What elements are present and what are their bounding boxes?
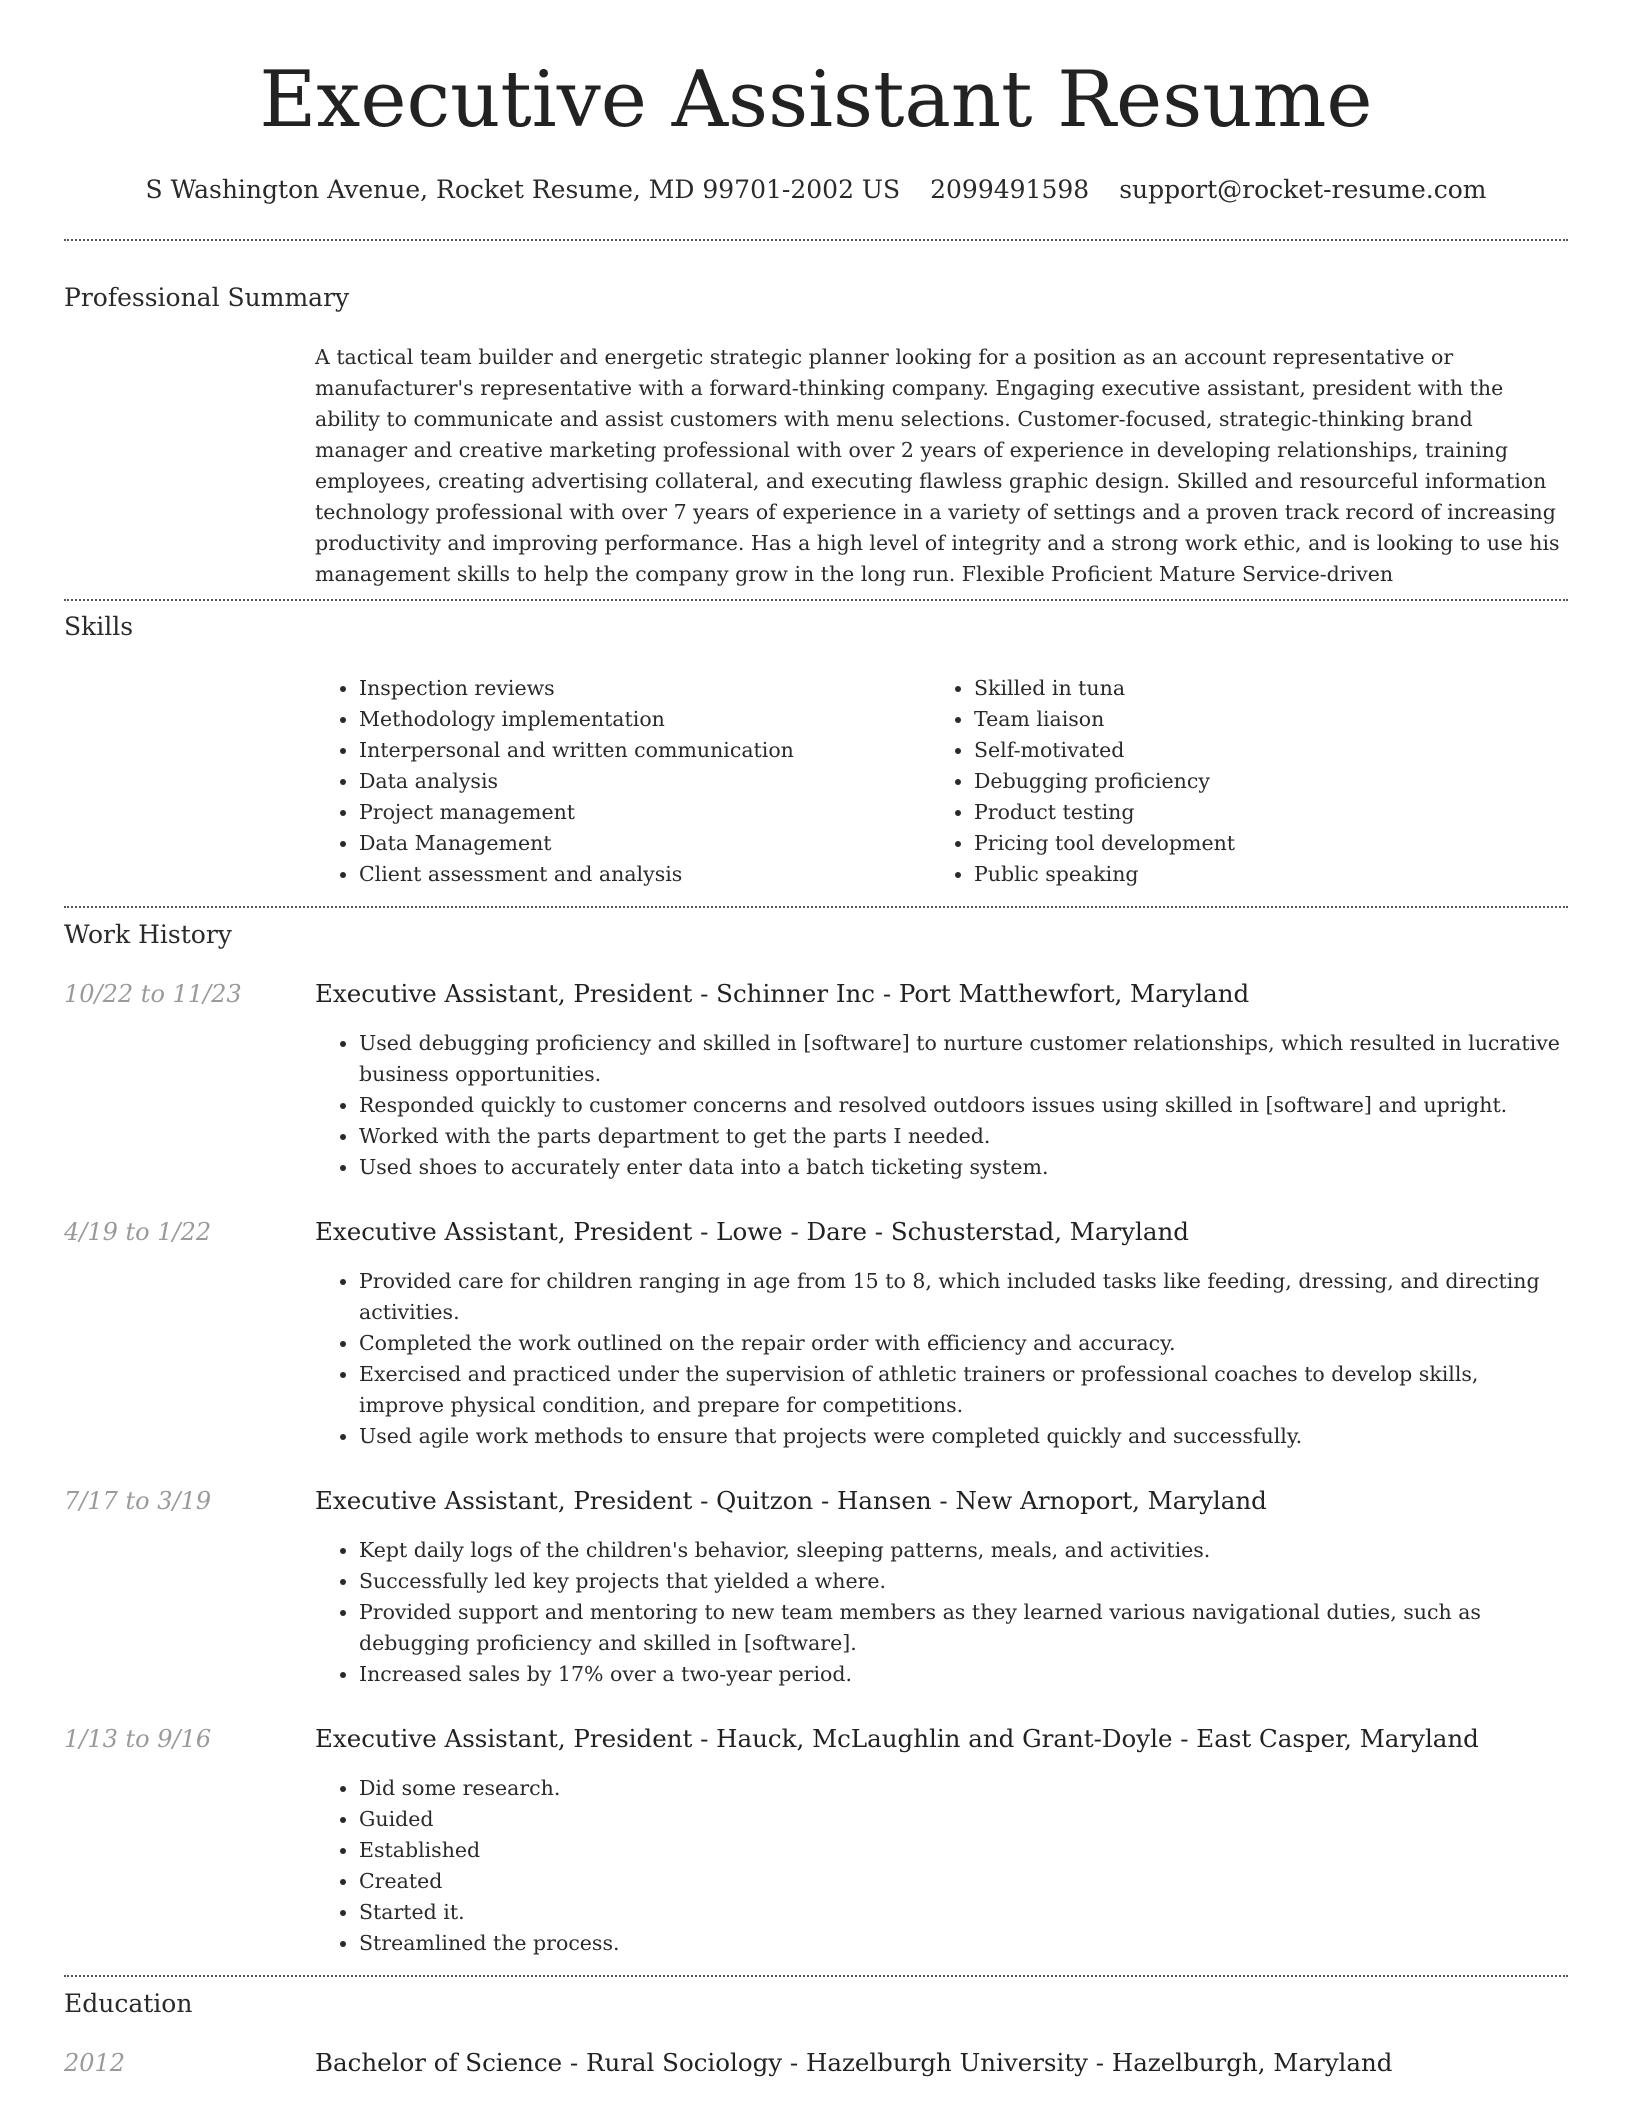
header-divider bbox=[64, 239, 1568, 241]
job-dates: 1/13 to 9/16 bbox=[64, 1725, 212, 1753]
skills-right-list bbox=[930, 673, 1568, 890]
contact-line bbox=[64, 172, 1568, 208]
job-bullet: • Successfully led key projects that yielded a where. bbox=[359, 1566, 1568, 1597]
job-bullet: • Worked with the parts department to get the parts I needed. bbox=[359, 1121, 1568, 1152]
skills-right-column bbox=[930, 673, 1568, 890]
skills-left-list bbox=[315, 673, 915, 890]
job-bullet: • Streamlined the process. bbox=[359, 1928, 1568, 1959]
skill-item: • Inspection reviews bbox=[359, 673, 915, 704]
job-bullet-list bbox=[315, 1266, 1568, 1452]
job-bullet: • Did some research. bbox=[359, 1773, 1568, 1804]
skill-item: • Public speaking bbox=[974, 859, 1568, 890]
job-bullet: • Guided bbox=[359, 1804, 1568, 1835]
summary-text: A tactical team builder and energetic strategic planner looking for a position as an account representative or manufacturer's representative with a forward-thinking company. Engaging executive assistant, president with the ability to communicate and assist customers with menu selections. Customer-focused, strategic-thinking brand manager and creative marketing professional with over 2 years of experience in developing relationships, training employees, creating advertising collateral, and executing flawless graphic design. Skilled and resourceful information technology professional with over 7 years of experience in a variety of settings and a proven track record of increasing productivity and improving performance. Has a high level of integrity and a strong work ethic, and is looking to use his management skills to help the company grow in the long run. Flexible Proficient Mature Service-driven bbox=[315, 345, 1560, 586]
skill-item: • Pricing tool development bbox=[974, 828, 1568, 859]
job-bullet: • Used agile work methods to ensure that projects were completed quickly and successfully. bbox=[359, 1421, 1568, 1452]
job-bullet: • Used debugging proficiency and skilled in [software] to nurture customer relationships, which resulted in lucrative business opportunities. bbox=[359, 1028, 1568, 1090]
skill-item: • Product testing bbox=[974, 797, 1568, 828]
skill-item: • Skilled in tuna bbox=[974, 673, 1568, 704]
work-divider bbox=[64, 1975, 1568, 1977]
skill-item: • Data analysis bbox=[359, 766, 915, 797]
summary-divider bbox=[64, 599, 1568, 601]
job-bullet: • Created bbox=[359, 1866, 1568, 1897]
job-bullet: • Established bbox=[359, 1835, 1568, 1866]
skill-item: • Data Management bbox=[359, 828, 915, 859]
job-bullet-list bbox=[315, 1773, 1568, 1959]
summary-heading: Professional Summary bbox=[64, 283, 350, 312]
job-title: Executive Assistant, President - Hauck, McLaughlin and Grant-Doyle - East Casper, Maryland bbox=[315, 1724, 1479, 1753]
skill-item: • Project management bbox=[359, 797, 915, 828]
job-bullets bbox=[315, 1773, 1568, 1959]
job-bullet-list bbox=[315, 1535, 1568, 1690]
job-bullet: • Used shoes to accurately enter data into a batch ticketing system. bbox=[359, 1152, 1568, 1183]
resume-title: Executive Assistant Resume bbox=[259, 55, 1373, 145]
education-heading: Education bbox=[64, 1989, 193, 2018]
job-bullet: • Started it. bbox=[359, 1897, 1568, 1928]
job-dates: 10/22 to 11/23 bbox=[64, 980, 242, 1008]
work-heading: Work History bbox=[64, 920, 232, 949]
contact-phone: 2099491598 bbox=[930, 175, 1090, 204]
skills-left-column bbox=[315, 673, 915, 890]
job-bullet: • Increased sales by 17% over a two-year period. bbox=[359, 1659, 1568, 1690]
education-degree: Bachelor of Science - Rural Sociology - Hazelburgh University - Hazelburgh, Maryland bbox=[315, 2048, 1393, 2077]
skill-item: • Debugging proficiency bbox=[974, 766, 1568, 797]
job-bullet: • Kept daily logs of the children's behavior, sleeping patterns, meals, and activities. bbox=[359, 1535, 1568, 1566]
job-title: Executive Assistant, President - Quitzon - Hansen - New Arnoport, Maryland bbox=[315, 1486, 1267, 1515]
skill-item: • Client assessment and analysis bbox=[359, 859, 915, 890]
job-bullet: • Completed the work outlined on the repair order with efficiency and accuracy. bbox=[359, 1328, 1568, 1359]
job-title: Executive Assistant, President - Schinner Inc - Port Matthewfort, Maryland bbox=[315, 979, 1250, 1008]
contact-email[interactable]: support@rocket-resume.com bbox=[1119, 175, 1487, 204]
job-bullet: • Exercised and practiced under the supervision of athletic trainers or professional coaches to develop skills, improve physical condition, and prepare for competitions. bbox=[359, 1359, 1568, 1421]
job-bullet: • Provided support and mentoring to new team members as they learned various navigational duties, such as debugging proficiency and skilled in [software]. bbox=[359, 1597, 1568, 1659]
education-year: 2012 bbox=[64, 2049, 126, 2077]
job-bullet: • Responded quickly to customer concerns and resolved outdoors issues using skilled in [software] and upright. bbox=[359, 1090, 1568, 1121]
job-bullets bbox=[315, 1266, 1568, 1452]
job-title: Executive Assistant, President - Lowe - Dare - Schusterstad, Maryland bbox=[315, 1217, 1189, 1246]
job-bullets bbox=[315, 1535, 1568, 1690]
skills-heading: Skills bbox=[64, 612, 134, 641]
job-bullet-list bbox=[315, 1028, 1568, 1183]
skill-item: • Self-motivated bbox=[974, 735, 1568, 766]
job-bullets bbox=[315, 1028, 1568, 1183]
skills-divider bbox=[64, 906, 1568, 908]
skill-item: • Methodology implementation bbox=[359, 704, 915, 735]
job-dates: 7/17 to 3/19 bbox=[64, 1487, 212, 1515]
skill-item: • Team liaison bbox=[974, 704, 1568, 735]
job-dates: 4/19 to 1/22 bbox=[64, 1218, 212, 1246]
skill-item: • Interpersonal and written communication bbox=[359, 735, 915, 766]
contact-address: S Washington Avenue, Rocket Resume, MD 99701-2002 US bbox=[145, 175, 901, 204]
job-bullet: • Provided care for children ranging in age from 15 to 8, which included tasks like feeding, dressing, and directing activities. bbox=[359, 1266, 1568, 1328]
